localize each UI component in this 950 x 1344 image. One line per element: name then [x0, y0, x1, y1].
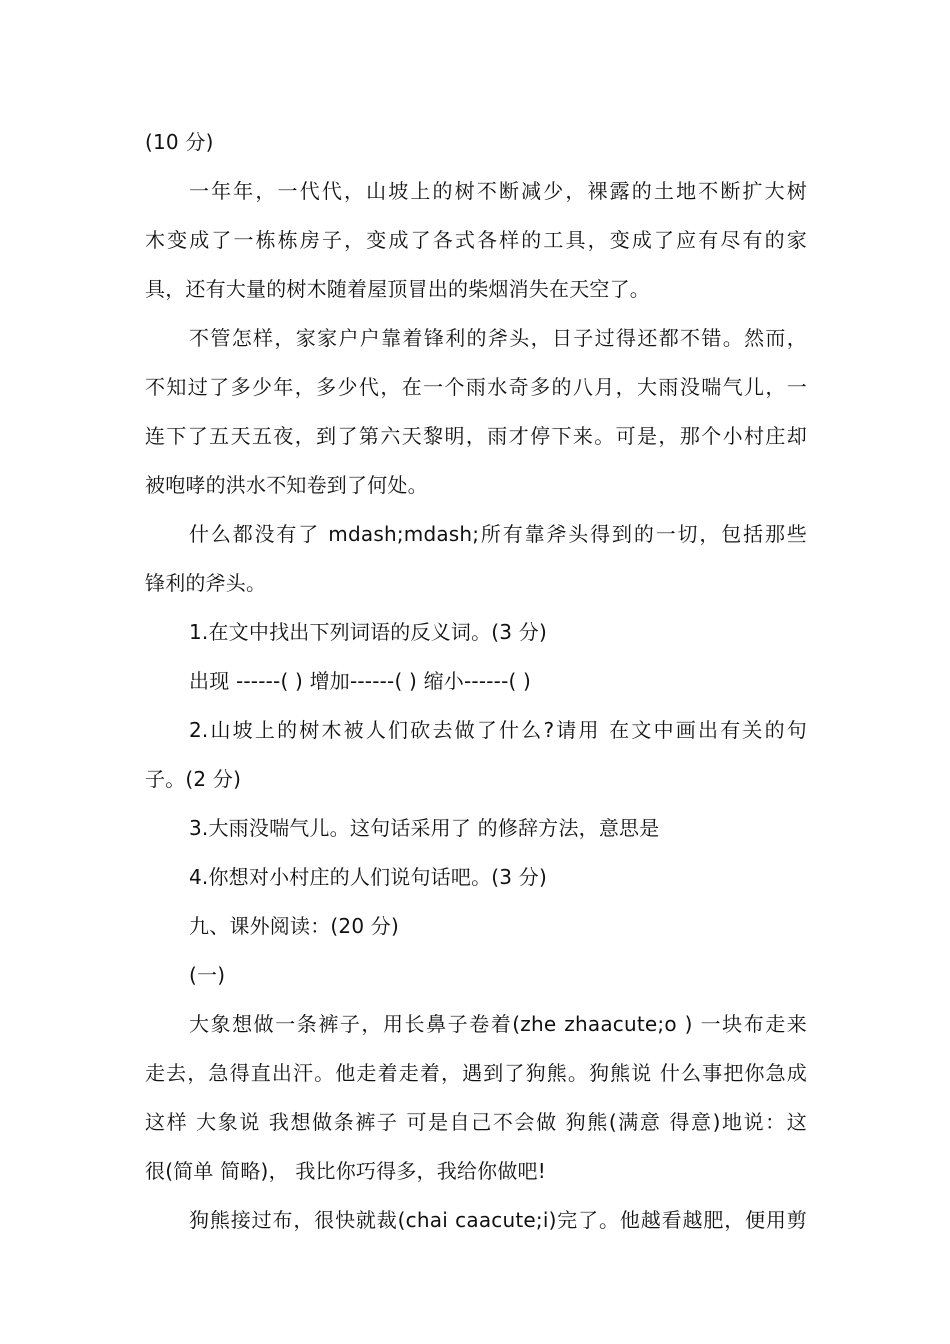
- question-line: 2.山坡上的树木被人们砍去做了什么?请用 在文中画出有关的句: [189, 718, 807, 742]
- subsection-heading: (一): [189, 963, 226, 987]
- paragraph-line: 不知过了多少年，多少代，在一个雨水奇多的八月，大雨没喘气儿，一: [145, 375, 807, 399]
- score-note-line: (10 分): [145, 130, 214, 154]
- question-line: 子。(2 分): [145, 767, 242, 791]
- paragraph-line: 什么都没有了 mdash;mdash;所有靠斧头得到的一切，包括那些: [189, 522, 807, 546]
- paragraph-line: 很(简单 简略)， 我比你巧得多，我给你做吧!: [145, 1159, 546, 1183]
- paragraph-line: 木变成了一栋栋房子，变成了各式各样的工具，变成了应有尽有的家: [145, 228, 807, 252]
- paragraph-line: 一年年，一代代，山坡上的树不断减少，裸露的土地不断扩大树: [189, 179, 807, 203]
- paragraph-line: 不管怎样，家家户户靠着锋利的斧头，日子过得还都不错。然而，: [189, 326, 807, 350]
- paragraph-line: 这样 大象说 我想做条裤子 可是自己不会做 狗熊(满意 得意)地说：这: [145, 1110, 807, 1134]
- paragraph-line: 狗熊接过布，很快就裁(chai caacute;i)完了。他越看越肥，便用剪: [189, 1208, 807, 1232]
- paragraph-line: 锋利的斧头。: [145, 571, 267, 595]
- paragraph-line: 具，还有大量的树木随着屋顶冒出的柴烟消失在天空了。: [145, 277, 650, 301]
- answer-blank-line: 出现 ------( ) 增加------( ) 缩小------( ): [189, 669, 532, 693]
- paragraph-line: 走去，急得直出汗。他走着走着，遇到了狗熊。狗熊说 什么事把你急成: [145, 1061, 807, 1085]
- document-body: [145, 118, 807, 1245]
- question-line: 1.在文中找出下列词语的反义词。(3 分): [189, 620, 547, 644]
- question-line: 4.你想对小村庄的人们说句话吧。(3 分): [189, 865, 547, 889]
- paragraph-line: 被咆哮的洪水不知卷到了何处。: [145, 473, 428, 497]
- paragraph-line: 连下了五天五夜，到了第六天黎明，雨才停下来。可是，那个小村庄却: [145, 424, 807, 448]
- section-heading: 九、课外阅读：(20 分): [189, 914, 400, 938]
- paragraph-line: 大象想做一条裤子，用长鼻子卷着(zhe zhaacute;o ) 一块布走来: [189, 1012, 807, 1036]
- question-line: 3.大雨没喘气儿。这句话采用了 的修辞方法，意思是: [189, 816, 660, 840]
